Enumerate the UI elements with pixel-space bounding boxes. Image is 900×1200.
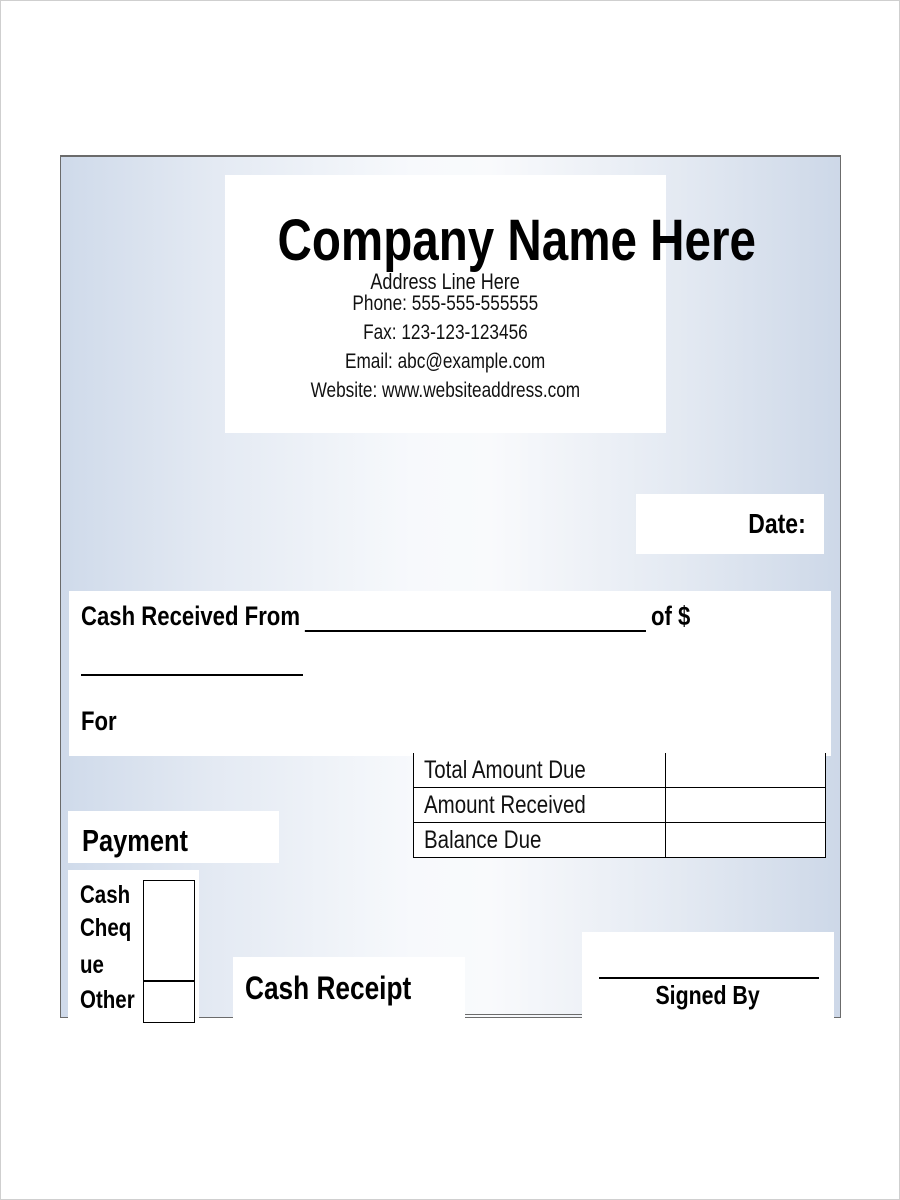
balance-due-label: Balance Due <box>414 823 666 858</box>
signature-section <box>582 932 834 1032</box>
payment-title: Payment <box>82 823 188 858</box>
method-cash-label: Cash <box>80 881 131 909</box>
other-checkbox[interactable] <box>143 981 195 1023</box>
email-line: Email: abc@example.com <box>345 350 546 373</box>
received-section <box>69 591 831 756</box>
fax-line: Fax: 123-123-123456 <box>363 321 528 344</box>
signed-by-label: Signed By <box>655 980 761 1010</box>
table-row <box>414 753 826 788</box>
cash-receipt-form <box>60 155 841 1018</box>
cash-checkbox[interactable] <box>143 880 195 915</box>
of-dollar-label: of $ <box>650 601 691 631</box>
method-cheque-label-cont: ue <box>80 951 104 979</box>
amount-line[interactable] <box>81 674 303 676</box>
amount-received-value[interactable] <box>666 788 826 823</box>
balance-due-value[interactable] <box>666 823 826 858</box>
date-label: Date: <box>748 508 806 539</box>
method-cheque-label: Cheq <box>80 914 132 942</box>
company-name: Company Name Here <box>277 208 756 273</box>
totals-table <box>413 753 826 857</box>
total-amount-due-value[interactable] <box>666 753 826 788</box>
payment-header <box>68 811 279 863</box>
phone-line: Phone: 555-555-555555 <box>352 292 539 315</box>
website-line: Website: www.websiteaddress.com <box>310 379 581 402</box>
cash-received-from-row <box>81 601 824 632</box>
amount-received-label: Amount Received <box>414 788 666 823</box>
for-label: For <box>81 706 117 736</box>
method-other-label: Other <box>80 986 135 1014</box>
signature-line[interactable] <box>599 977 819 979</box>
payer-name-line[interactable] <box>305 602 646 632</box>
date-field[interactable] <box>636 494 824 554</box>
cash-received-from-label: Cash Received From <box>81 601 301 631</box>
total-amount-due-label: Total Amount Due <box>414 753 666 788</box>
payment-methods <box>68 870 199 1020</box>
company-header <box>225 175 756 433</box>
cheque-checkbox[interactable] <box>143 914 195 981</box>
divider <box>465 1014 582 1015</box>
receipt-title-box <box>233 957 465 1027</box>
receipt-title: Cash Receipt <box>245 970 412 1006</box>
address-line: Address Line Here <box>370 269 521 294</box>
table-row <box>414 788 826 823</box>
table-row <box>414 823 826 858</box>
